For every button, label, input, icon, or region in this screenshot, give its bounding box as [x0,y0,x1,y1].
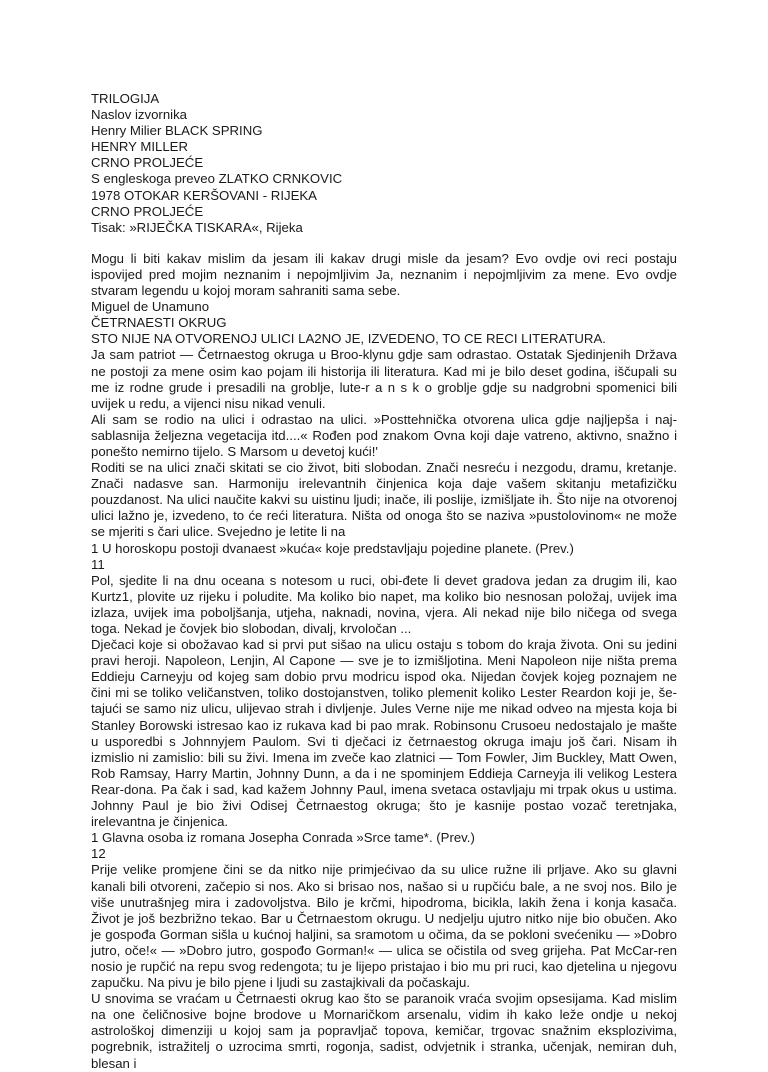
footnote: 1 Glavna osoba iz romana Josepha Conrada »Srce tame*. (Prev.) [91,830,475,846]
page-number: 12 [91,846,106,862]
chapter-title: ČETRNAESTI OKRUG [91,315,227,331]
book-title: CRNO PROLJEĆE [91,155,204,171]
book-title-repeat: CRNO PROLJEĆE [91,203,204,219]
paragraph: Dječaci koje si obožavao kad si prvi put sišao na ulicu ostaju s tobom do kraja života. Oni su jedini pravi heroji. Napoleon, Lenjin, Al Capone — sve je to izmišljotina. Meni Napoleon nije ništa prema Eddieju Carneyju od kojeg sam dobio prvu modricu ispod oka. Nijedan čovjek kojeg poznajem ne čini mi se toliko veličanstven, toliko dostojanstven, toliko plemenit koliko Lester Reardon koji je, še-tajući se samo niz ulicu, ulijevao strah i divljenje. Jules Verne nije me nikad odveo na mjesta koja bi Stanley Borowski istresao kao iz rukava kad bi pao mrak. Robinsonu Crusoeu nedostajalo je mašte u usporedbi s Johnnyjem Paulom. Svi ti dječaci iz četrnaestog okruga imaju još čari. Nisam ih izmislio ni zamislio: bili su živi. Imena im zveče kao zlatnici — Tom Fowler, Jim Buckley, Matt Owen, Rob Ramsay, Harry Martin, Johnny Dunn, a da i ne spominjem Eddieja Carneyja ili velikog Lestera Rear-dona. Pa čak i sad, kad kažem Johnny Paul, imena svetaca ostavljaju mi trpak okus u ustima. Johnny Paul je bio živi Odisej Četrnaestog okruga; što je kasnije postao vozač teretnjaka, irelevantna je činjenica. [91,637,677,830]
publisher-line: 1978 OTOKAR KERŠOVANI - RIJEKA [91,187,317,203]
paragraph: Ali sam se rodio na ulici i odrastao na ulici. »Posttehnička otvorena ulica gdje najljepša i naj-sablasnija željezna vegetacija itd....« Rođen pod znakom Ovna koji daje vatreno, aktivno, snažno i ponešto nemirno tijelo. S Marsom u devetoj kući!' [91,411,677,459]
author-name: HENRY MILLER [91,139,188,155]
chapter-motto: STO NIJE NA OTVORENOJ ULICI LA2NO JE, IZVEDENO, TO CE RECI LITERATURA. [91,331,606,347]
paragraph: Pol, sjedite li na dnu oceana s notesom u ruci, obi-đete li devet gradova jedan za drugim ili, kao Kurtz1, plovite uz rijeku i poludite. Ma koliko bio napet, ma koliko bio nesnosan položaj, uvijek ima izlaza, uvijek ima poboljšanja, utjeha, naknadi, novina, vjera. Ali nekad nije bilo ničega od svega toga. Nekad je čovjek bio slobodan, divalj, krvoločan ... [91,572,677,636]
epigraph-author: Miguel de Unamuno [91,299,210,315]
paragraph: Roditi se na ulici znači skitati se cio život, biti slobodan. Znači nesreću i nezgodu, dramu, kretanje. Znači nadasve san. Harmoniju irelevantnih činjenica koja daje vašem skitanju metafizičku pouzdanost. Na ulici naučite kakvi su uistinu ljudi; inače, ili poslije, izmišljate ih. Što nije na otvorenoj ulici lažno je, izvedeno, to će reći literatura. Ništa od onoga što se naziva »pustolovinom« ne može se mjeriti s čari ulice. Svejedno je letite li na [91,460,677,540]
original-title-label: Naslov izvornika [91,107,188,123]
printer-line: Tisak: »RIJEČKA TISKARA«, Rijeka [91,219,303,235]
page-number: 11 [91,556,105,572]
epigraph: Mogu li biti kakav mislim da jesam ili kakav drugi misle da jesam? Evo ovdje ovi reci postaju ispovijed pred mojim neznanim i nepojmljivim Ja, neznanim i nepojmljivim za mene. Evo ovdje stvaram legendu u kojoj moram sahraniti sama sebe. [91,250,677,299]
footnote: 1 U horoskopu postoji dvanaest »kuća« koje predstavljaju pojedine planete. (Prev.) [91,540,574,556]
section-gap [91,236,677,251]
paragraph: U snovima se vraćam u Četrnaesti okrug kao što se paranoik vraća svojim opsesijama. Kad mislim na one čeličnosive bojne brodove u Mornaričkom arsenalu, vidim ih kako leže ondje u nekoj astrološkoj dimenziji u kojoj sam ja popravljač topova, kemičar, trgovac snažnim eksplozivima, pogrebnik, istražitelj o uzrocima smrti, rogonja, sadist, odvjetnik i stranka, učenjak, nemiran duh, blesan i [91,991,677,1071]
translator-line: S engleskoga preveo ZLATKO CRNKOVIC [91,171,343,187]
body-text [91,251,677,1072]
original-title: Henry Milier BLACK SPRING [91,123,263,139]
paragraph: Prije velike promjene čini se da nitko nije primjećivao da su ulice ružne ili prljave. Ako su glavni kanali bili otvoreni, začepio si nos. Ako si brisao nos, našao si u rupčiću bale, a ne svoj nos. Bilo je više unutrašnjeg mira i zadovoljstva. Bilo je krčmi, hipodroma, bicikla, lakih žena i konja kasača. Život je još bezbrižno tekao. Bar u Četrnaestom okrugu. U nedjelju ujutro nitko nije bio obučen. Ako je gospođa Gorman sišla u kućnoj haljini, sa sramotom u očima, da se pokloni svećeniku — »Dobro jutro, oče!« — »Dobro jutro, gospođo Gorman!« — ulica se očistila od sveg grijeha. Pat McCar-ren nosio je rupčić na repu svog redengota; tu je lijepo pristajao i bio mu pri ruci, kao djetelina u njegovu zapučku. Na pivu je bilo pjene i ljudi su zastajkivali da počaskaju. [91,862,677,991]
paragraph: Ja sam patriot — Četrnaestog okruga u Broo-klynu gdje sam odrastao. Ostatak Sjedinjenih Država ne postoji za mene osim kao pojam ili historija ili literatura. Kad mi je bilo deset godina, iščupali su me iz rodne grude i presadili na groblje, lute-r a n s k o groblje gdje su nadgrobni spomenici bili uvijek u redu, a vijenci nisu nikad venuli. [91,347,677,411]
page-content [91,91,677,1072]
series-title: TRILOGIJA [91,91,160,106]
front-matter [91,91,677,236]
